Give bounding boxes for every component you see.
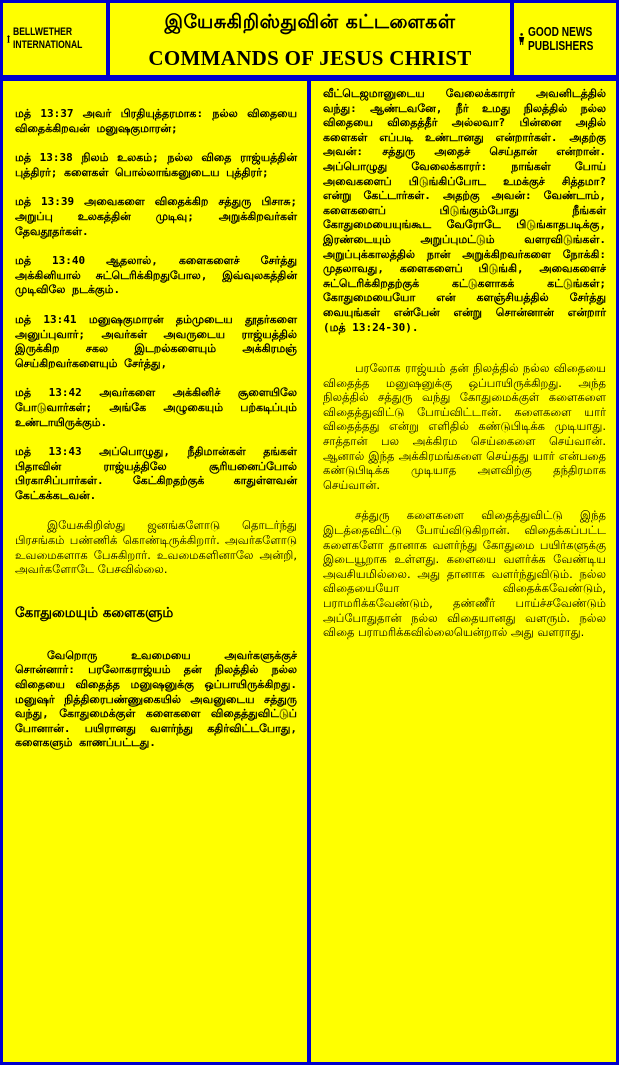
title-box	[110, 3, 510, 75]
good-news-logo	[514, 3, 616, 75]
verse-13-38: மத் 13:38 நிலம் உலகம்; நல்ல விதை ராஜ்யத்தின் புத்திரர்; களைகள் பொல்லாங்கனுடைய புத்திரர்;	[15, 151, 297, 179]
logo-left-line2: INTERNATIONAL	[12, 39, 83, 51]
reading-figure-icon	[518, 19, 525, 59]
logo-right-line2: PUBLISHERS	[528, 38, 594, 53]
right-column	[311, 81, 616, 1062]
title-english: COMMANDS OF JESUS CHRIST	[148, 46, 472, 70]
bellwether-sheep-icon	[7, 19, 10, 59]
commentary-paragraph-1: பரலோக ராஜ்யம் தன் நிலத்தில் நல்ல விதையை விதைத்த மனுஷனுக்கு ஒப்பாயிருக்கிறது. அந்த நிலத்தில் சத்துரு வந்து கோதுமைக்குள் களைகளை விதைத்துவிட்டு போய்விட்டான். களைகளை யார் விதைத்தது என்று எளிதில் கண்டுபிடிக்க முடியாது. சாத்தான் பல அக்கிரம செய்கைளை செய்வான். ஆனால் இந்த அக்கிரமங்களை செய்தது யார் என்பதை கண்டுபிடிக்க முடியாத அளவிற்கு தந்திரமாக செய்வான்.	[323, 361, 606, 492]
verse-13-39: மத் 13:39 அவைகளை விதைக்கிற சத்துரு பிசாசு; அறுப்பு உலகத்தின் முடிவு; அறுக்கிறவர்கள் தேவதூதர்கள்.	[15, 195, 297, 238]
verse-13-43: மத் 13:43 அப்பொழுது, நீதிமான்கள் தங்கள் பிதாவின் ராஜ்யத்திலே சூரியனைப்போல் பிரகாசிப்பார்கள். கேட்கிறதற்குக் காதுள்ளவன் கேட்கக்கடவன்.	[15, 445, 297, 502]
intro-paragraph: இயேசுகிறிஸ்து ஜனங்களோடு தொடர்ந்து பிரசங்கம் பண்ணிக் கொண்டிருக்கிறார். அவர்களோடு உவமைகளாக பேசுகிறார். உவமைகளினாலே அன்றி, அவர்களோடே பேசவில்லை.	[15, 518, 297, 577]
section-heading: கோதுமையும் களைகளும்	[15, 604, 174, 621]
commentary-paragraph-2: சத்துரு களைகளை விதைத்துவிட்டு இந்த இடத்தைவிட்டு போய்விடுகிறான். விதைக்கப்பட்ட களைகளோ தானாக வளர்ந்து கோதுமை பயிர்களுக்கு இடையூறாக உள்ளது. களையை வளர்க்க வேண்டிய அவசியமில்லை. அது தானாக வளர்ந்துவிடும். நல்ல விதையையோ விதைக்கவேண்டும், பராமரிக்கவேண்டும், தண்ணீர் பாய்ச்சவேண்டும் அப்போதுதான் நல்ல விதையானது வளரும். நல்ல விதை பராமரிக்கவில்லையென்றால் அது வளராது.	[323, 508, 606, 640]
verse-13-37: மத் 13:37 அவர் பிரதியுத்தரமாக: நல்ல விதையை விதைக்கிறவன் மனுஷகுமாரன்;	[15, 107, 297, 135]
parable-text: வேறொரு உவமையை அவர்களுக்குச் சொன்னார்: பரலோகராஜ்யம் தன் நிலத்தில் நல்ல விதையை விதைத்த மனுஷனுக்கு ஒப்பாயிருக்கிறது. மனுஷர் நித்திரைபண்ணுகையில் அவனுடைய சத்துரு வந்து, கோதுமைக்குள் களைகளை விதைத்துவிட்டுப் போனான். பயிரானது வளர்ந்து கதிர்விட்டபோது, களைகளும் காணப்பட்டது.	[15, 648, 297, 750]
title-tamil: இயேசுகிறிஸ்துவின் கட்டளைகள்	[164, 11, 456, 33]
verse-13-40: மத் 13:40 ஆதலால், களைகளைச் சேர்த்து அக்கினியால் சுட்டெரிக்கிறதுபோல, இவ்வுலகத்தின் முடிவிலே நடக்கும்.	[15, 254, 297, 297]
logo-left-line1: BELLWETHER	[12, 26, 73, 38]
verse-13-42: மத் 13:42 அவர்களை அக்கினிச் சூளையிலே போடுவார்கள்; அங்கே அழுகையும் பற்கடிப்பும் உண்டாயிருக்கும்.	[15, 386, 297, 429]
bellwether-logo	[3, 3, 106, 75]
logo-right-line1: GOOD NEWS	[528, 24, 593, 39]
verse-13-41: மத் 13:41 மனுஷகுமாரன் தம்முடைய தூதர்களை அனுப்புவார்; அவர்கள் அவருடைய ராஜ்யத்தில் இருக்கிற சகல இடறல்களையும் அக்கிரமஞ் செய்கிறவர்களையும் சேர்த்து,	[15, 312, 297, 370]
parable-continuation: வீட்டெஜமானுடைய வேலைக்காரர் அவனிடத்தில் வந்து: ஆண்டவனே, நீர் உமது நிலத்தில் நல்ல விதையை விதைத்தீர் அல்லவா? பின்னை அதில் களைகள் எப்படி உண்டானது என்றார்கள். அதற்கு அவன்: சத்துரு அதைச் செய்தான் என்றான். அப்பொழுது வேலைக்காரர்: நாங்கள் போய் அவைகளைப் பிடுங்கிப்போட உமக்குச் சித்தமா? என்று கேட்டார்கள். அதற்கு அவன்: வேண்டாம், களைகளைப் பிடுங்கும்போது நீங்கள் கோதுமையையுங்கூட வேரோடே பிடுங்காதபடிக்கு, இரண்டையும் அறுப்புமட்டும் வளரவிடுங்கள். அறுப்புக்காலத்தில் நான் அறுக்கிறவர்களை நோக்கி: முதலாவது, களைகளைப் பிடுங்கி, அவைகளைச் சுட்டெரிக்கிறதற்குக் கட்டுகளாகக் கட்டுங்கள்; கோதுமையையோ என் களஞ்சியத்தில் சேர்த்து வையுங்கள் என்பேன் என்று சொன்னான் என்றார் (மத் 13:24-30).	[323, 87, 606, 334]
left-column	[3, 81, 307, 1062]
